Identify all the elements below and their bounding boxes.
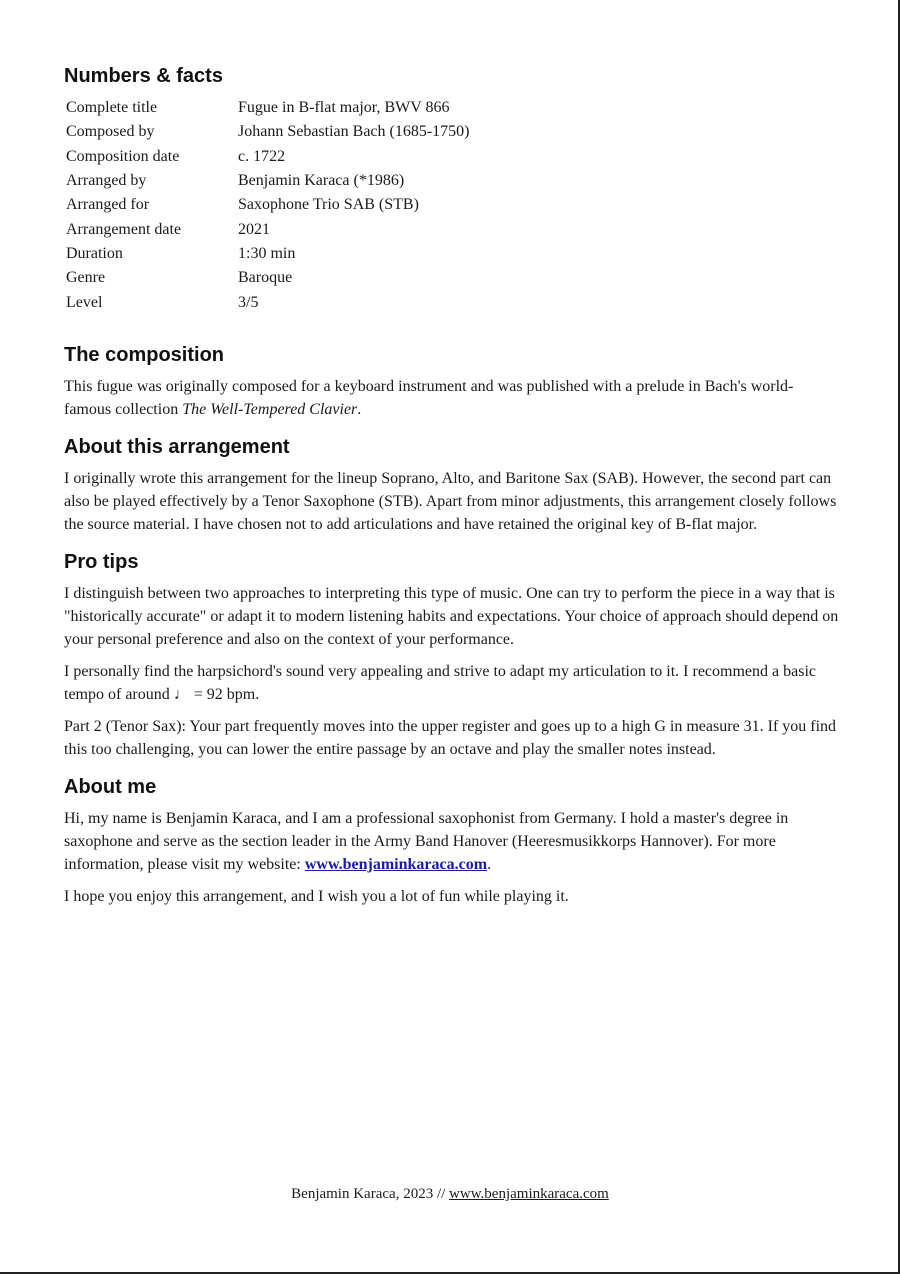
website-link[interactable]: www.benjaminkaraca.com — [304, 855, 488, 873]
fact-key: Complete title — [66, 99, 158, 117]
facts-section — [64, 62, 839, 315]
fact-key: Composition date — [66, 147, 180, 165]
tips-paragraph: Part 2 (Tenor Sax): Your part frequently moves into the upper register and goes up to a high G in measure 31. If you find this too challenging, you can lower the entire passage by an octave and play the smaller notes instead. — [64, 717, 837, 758]
closing-paragraph: I hope you enjoy this arrangement, and I wish you a lot of fun while playing it. — [64, 887, 569, 905]
page-footer — [0, 1186, 900, 1203]
document-content — [64, 62, 839, 920]
facts-row — [64, 169, 472, 193]
fact-value: 1:30 min — [238, 244, 296, 262]
about-paragraph — [64, 807, 839, 876]
facts-row — [64, 96, 472, 120]
tips-paragraph: I distinguish between two approaches to interpreting this type of music. One can try to perform the piece in a way that is "historically accurate" or adapt it to modern listening habits and expectations. Your choice of approach should depend on your personal preference and also on the context of your performance. — [64, 584, 839, 648]
about-text-end: . — [487, 855, 492, 873]
composition-paragraph — [64, 375, 839, 421]
about-heading: About me — [64, 775, 157, 798]
tips-section — [64, 548, 839, 761]
composition-heading: The composition — [64, 343, 224, 366]
fact-value: Saxophone Trio SAB (STB) — [238, 196, 419, 214]
fact-key: Duration — [66, 244, 123, 262]
fact-key: Level — [66, 293, 103, 311]
fact-value: Benjamin Karaca (*1986) — [238, 172, 405, 190]
fact-key: Composed by — [66, 123, 155, 141]
composition-text: This fugue was originally composed for a keyboard instrument and was published with a prelude in Bach's world-famous collection — [64, 377, 794, 418]
fact-key: Arrangement date — [66, 220, 182, 238]
composition-section — [64, 341, 839, 421]
fact-key: Genre — [66, 269, 106, 287]
fact-value: Johann Sebastian Bach (1685-1750) — [238, 123, 470, 141]
facts-row — [64, 145, 472, 169]
fact-key: Arranged by — [66, 172, 147, 190]
footer-text: Benjamin Karaca, 2023 // — [291, 1186, 450, 1202]
tips-heading: Pro tips — [64, 550, 139, 573]
arrangement-heading: About this arrangement — [64, 435, 290, 458]
fact-value: c. 1722 — [238, 147, 286, 165]
arrangement-paragraph: I originally wrote this arrangement for the lineup Soprano, Alto, and Baritone Sax (SAB). However, the second part can also be played effectively by a Tenor Saxophone (STB). Apart from minor adjustments, this arrangement closely follows the source material. I have chosen not to add articulations and have retained the original key of B-flat major. — [64, 469, 837, 533]
facts-row — [64, 242, 472, 266]
facts-table — [64, 96, 472, 315]
arrangement-section — [64, 433, 839, 536]
facts-row — [64, 120, 472, 144]
footer-website-link[interactable]: www.benjaminkaraca.com — [449, 1186, 609, 1202]
facts-row — [64, 290, 472, 314]
fact-value: Baroque — [238, 269, 293, 287]
fact-value: Fugue in B-flat major, BWV 866 — [238, 99, 450, 117]
facts-heading: Numbers & facts — [64, 65, 223, 87]
facts-row — [64, 193, 472, 217]
about-section — [64, 773, 839, 908]
fact-key: Arranged for — [66, 196, 150, 214]
fact-value: 3/5 — [238, 293, 259, 311]
about-text: Hi, my name is Benjamin Karaca, and I am a professional saxophonist from Germany. I hold a master's degree in saxophone and serve as the section leader in the Army Band Hanover (Heeresmusikkorps Hannover). For more information, please visit my website: — [64, 809, 789, 873]
composition-text-end: . — [357, 400, 362, 418]
facts-row — [64, 217, 472, 241]
facts-row — [64, 266, 472, 290]
fact-value: 2021 — [238, 220, 270, 238]
tips-paragraph: I personally find the harpsichord's sound very appealing and strive to adapt my articulation to it. I recommend a basic tempo of around ♩ = 92 bpm. — [64, 662, 816, 703]
collection-title: The Well-Tempered Clavier — [182, 400, 358, 418]
